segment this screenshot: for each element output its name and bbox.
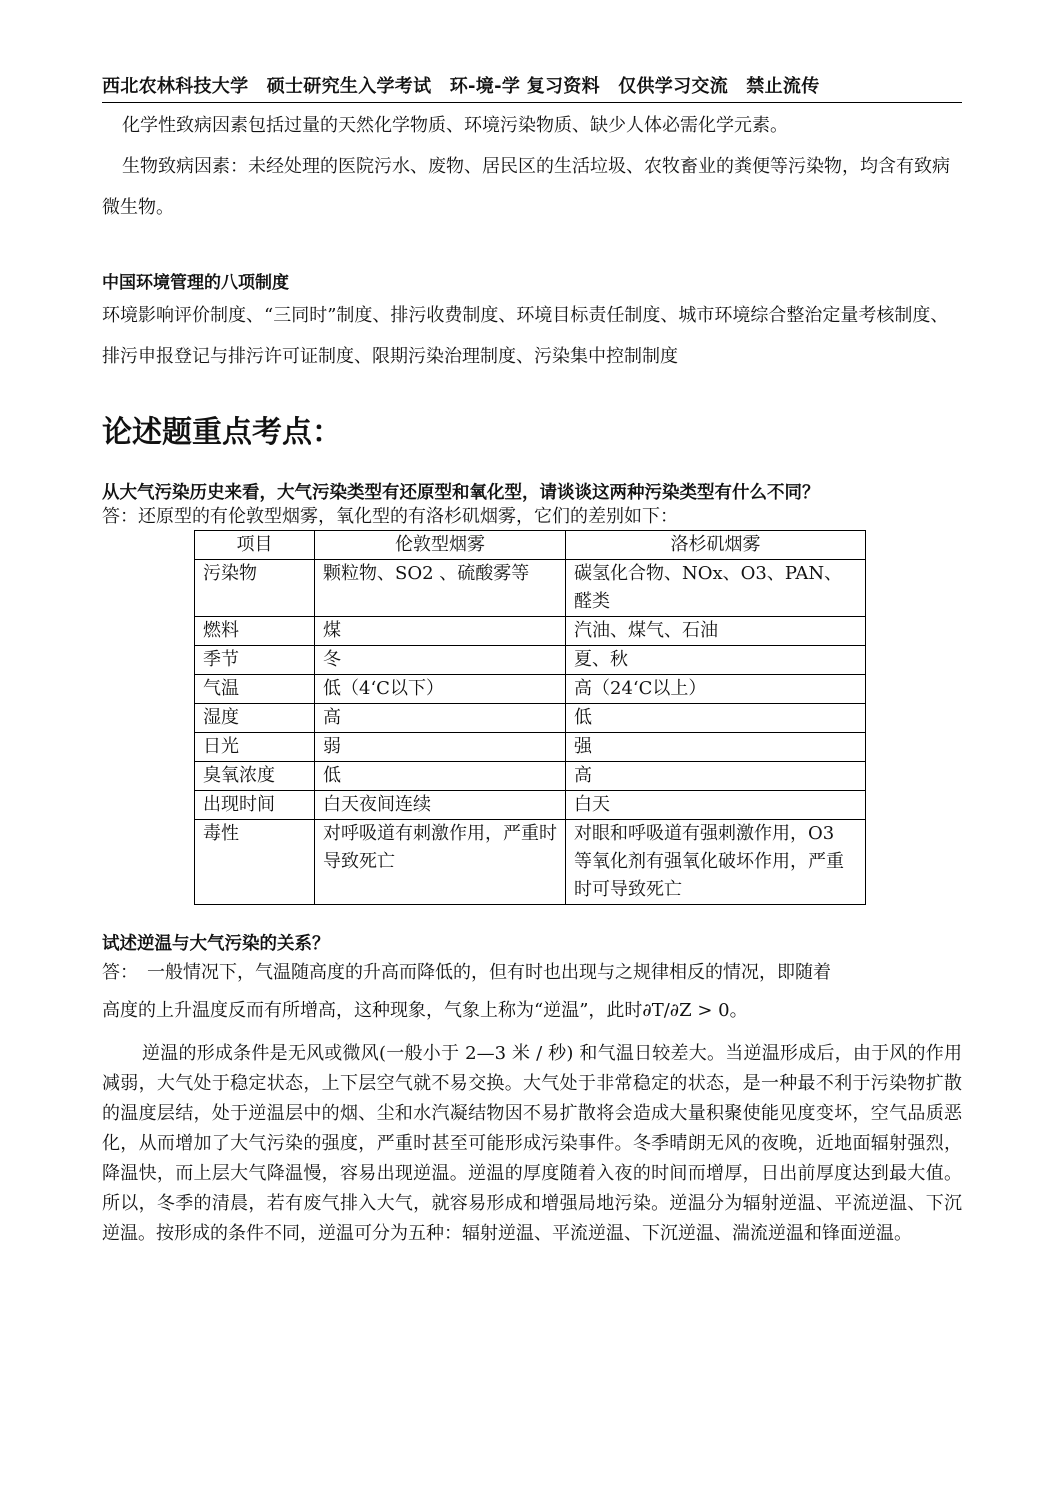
table-row xyxy=(195,762,866,791)
essay-section-title: 论述题重点考点： xyxy=(102,415,342,450)
table-cell: 臭氧浓度 xyxy=(195,762,315,791)
table-cell: 日光 xyxy=(195,733,315,762)
table-cell: 颗粒物、SO2 、硫酸雾等 xyxy=(315,560,566,617)
table-row xyxy=(195,733,866,762)
smog-comparison-table xyxy=(194,530,866,905)
table-row xyxy=(195,560,866,617)
question-2-answer-line-2: 高度的上升温度反而有所增高，这种现象，气象上称为“逆温”，此时∂T/∂Z > 0。 xyxy=(102,1000,748,1021)
section-title-management-systems: 中国环境管理的八项制度 xyxy=(102,273,289,293)
paragraph-management-systems: 环境影响评价制度、“三同时”制度、排污收费制度、环境目标责任制度、城市环境综合整治定量考核制度、排污申报登记与排污许可证制度、限期污染治理制度、污染集中控制制度 xyxy=(102,305,949,367)
table-row xyxy=(195,820,866,905)
table-cell: 冬 xyxy=(315,646,566,675)
paragraph-biological-factors: 生物致病因素：未经处理的医院污水、废物、居民区的生活垃圾、农牧畜业的粪便等污染物，均含有致病微生物。 xyxy=(102,156,950,218)
table-row xyxy=(195,791,866,820)
table-cell: 白天 xyxy=(566,791,866,820)
table-row xyxy=(195,617,866,646)
table-cell: 高 xyxy=(566,762,866,791)
table-cell: 强 xyxy=(566,733,866,762)
table-cell: 燃料 xyxy=(195,617,315,646)
comparison-table-wrapper xyxy=(102,530,962,902)
table-cell: 低 xyxy=(566,704,866,733)
table-cell: 汽油、煤气、石油 xyxy=(566,617,866,646)
question-2-title: 试述逆温与大气污染的关系？ xyxy=(102,934,330,954)
table-cell: 碳氢化合物、NOx、O3、PAN、醛类 xyxy=(566,560,866,617)
table-header-cell: 项目 xyxy=(195,531,315,560)
table-cell: 湿度 xyxy=(195,704,315,733)
table-cell: 白天夜间连续 xyxy=(315,791,566,820)
table-header-row xyxy=(195,531,866,560)
paragraph-chemical-factors: 化学性致病因素包括过量的天然化学物质、环境污染物质、缺少人体必需化学元素。 xyxy=(122,115,788,136)
question-1-answer-intro: 答：还原型的有伦敦型烟雾，氧化型的有洛杉矶烟雾，它们的差别如下： xyxy=(102,506,678,527)
table-header-cell: 洛杉矶烟雾 xyxy=(566,531,866,560)
table-cell: 低 xyxy=(315,762,566,791)
page-header: 西北农林科技大学 硕士研究生入学考试 环-境-学 复习资料 仅供学习交流 禁止流传 xyxy=(102,72,962,103)
question-1-title: 从大气污染历史来看，大气污染类型有还原型和氧化型，请谈谈这两种污染类型有什么不同？ xyxy=(102,483,820,503)
table-cell: 夏、秋 xyxy=(566,646,866,675)
table-cell: 出现时间 xyxy=(195,791,315,820)
table-cell: 毒性 xyxy=(195,820,315,905)
table-cell: 高（24‘C以上） xyxy=(566,675,866,704)
paragraph-inversion-explanation: 逆温的形成条件是无风或微风(一般小于 2—3 米 / 秒) 和气温日较差大。当逆温形成后，由于风的作用减弱，大气处于稳定状态，上下层空气就不易交换。大气处于非常稳定的状态，是一种最不利于污染物扩散的温度层结，处于逆温层中的烟、尘和水汽凝结物因不易扩散将会造成大量积聚使能见度变坏，空气品质恶化，从而增加了大气污染的强度，严重时甚至可能形成污染事件。冬季晴朗无风的夜晚，近地面辐射强烈，降温快，而上层大气降温慢，容易出现逆温。逆温的厚度随着入夜的时间而增厚，日出前厚度达到最大值。所以，冬季的清晨，若有废气排入大气，就容易形成和增强局地污染。逆温分为辐射逆温、平流逆温、下沉逆温。按形成的条件不同，逆温可分为五种：辐射逆温、平流逆温、下沉逆温、湍流逆温和锋面逆温。 xyxy=(102,1043,962,1244)
table-cell: 对眼和呼吸道有强刺激作用，O3 等氧化剂有强氧化破坏作用，严重时可导致死亡 xyxy=(566,820,866,905)
table-header-cell: 伦敦型烟雾 xyxy=(315,531,566,560)
table-cell: 煤 xyxy=(315,617,566,646)
question-2-answer-line-1: 答： 一般情况下，气温随高度的升高而降低的，但有时也出现与之规律相反的情况，即随着 xyxy=(102,962,831,983)
table-cell: 高 xyxy=(315,704,566,733)
table-row xyxy=(195,675,866,704)
table-cell: 污染物 xyxy=(195,560,315,617)
table-cell: 弱 xyxy=(315,733,566,762)
table-row xyxy=(195,704,866,733)
table-cell: 气温 xyxy=(195,675,315,704)
document-page xyxy=(102,72,962,1249)
table-cell: 季节 xyxy=(195,646,315,675)
table-row xyxy=(195,646,866,675)
table-cell: 低（4‘C以下） xyxy=(315,675,566,704)
table-cell: 对呼吸道有刺激作用，严重时导致死亡 xyxy=(315,820,566,905)
